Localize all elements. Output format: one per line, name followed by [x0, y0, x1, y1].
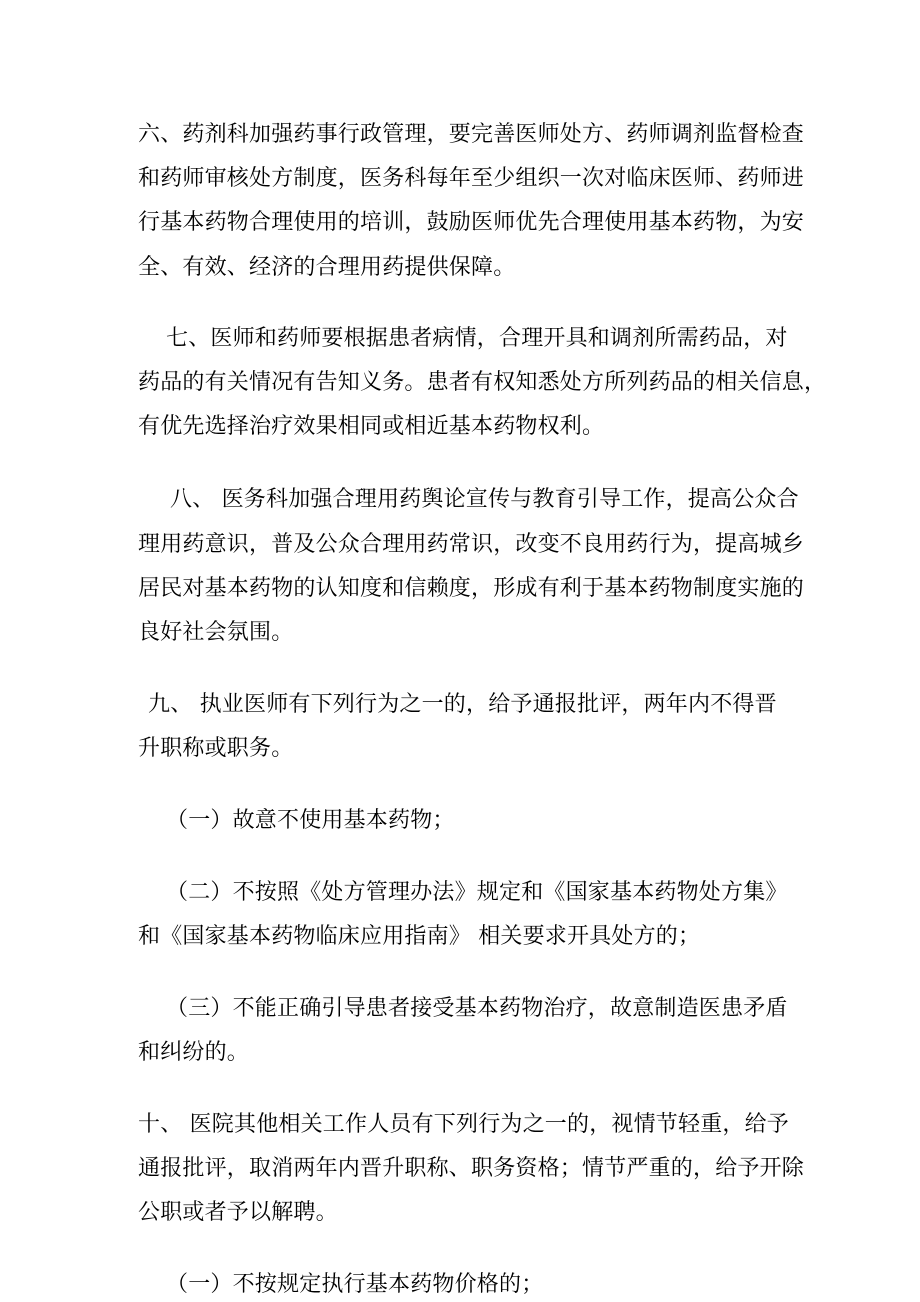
paragraph-7-line-3: 有优先选择治疗效果相同或相近基本药物权利。 [138, 414, 605, 439]
paragraph-8-line-1: 八、 医务科加强合理用药舆论宣传与教育引导工作，提高公众合 [170, 487, 799, 512]
paragraph-8-line-3: 居民对基本药物的认知度和信赖度，形成有利于基本药物制度实施的 [138, 576, 805, 601]
paragraph-9-line-2: 升职称或职务。 [138, 736, 294, 761]
paragraph-7-line-1: 七、医师和药师要根据患者病情，合理开具和调剂所需药品，对 [166, 326, 788, 351]
paragraph-10-line-1: 十、 医院其他相关工作人员有下列行为之一的，视情节轻重，给予 [138, 1112, 789, 1137]
item-9-1: （一）故意不使用基本药物； [166, 808, 455, 833]
paragraph-8-line-4: 良好社会氛围。 [138, 620, 294, 645]
paragraph-7-line-2: 药品的有关情况有告知义务。患者有权知悉处方所列药品的相关信息， [138, 370, 827, 395]
item-9-3-line-1: （三）不能正确引导患者接受基本药物治疗，故意制造医患矛盾 [166, 996, 788, 1021]
item-10-1: （一）不按规定执行基本药物价格的； [166, 1272, 544, 1297]
paragraph-10-line-3: 公职或者予以解聘。 [138, 1200, 338, 1225]
item-9-2-line-2: 和《国家基本药物临床应用指南》 相关要求开具处方的； [138, 924, 701, 949]
paragraph-6-line-2: 和药师审核处方制度，医务科每年至少组织一次对临床医师、药师进 [138, 166, 805, 191]
paragraph-8-line-2: 理用药意识，普及公众合理用药常识，改变不良用药行为，提高城乡 [138, 532, 805, 557]
item-9-3-line-2: 和纠纷的。 [138, 1040, 250, 1065]
item-9-2-line-1: （二）不按照《处方管理办法》规定和《国家基本药物处方集》 [166, 880, 788, 905]
paragraph-6-line-4: 全、有效、经济的合理用药提供保障。 [138, 255, 516, 280]
paragraph-6-line-1: 六、药剂科加强药事行政管理，要完善医师处方、药师调剂监督检查 [138, 122, 805, 147]
paragraph-10-line-2: 通报批评，取消两年内晋升职称、职务资格；情节严重的，给予开除 [138, 1156, 805, 1181]
paragraph-9-line-1: 九、 执业医师有下列行为之一的，给予通报批评，两年内不得晋 [148, 692, 777, 717]
paragraph-6-line-3: 行基本药物合理使用的培训，鼓励医师优先合理使用基本药物，为安 [138, 210, 805, 235]
